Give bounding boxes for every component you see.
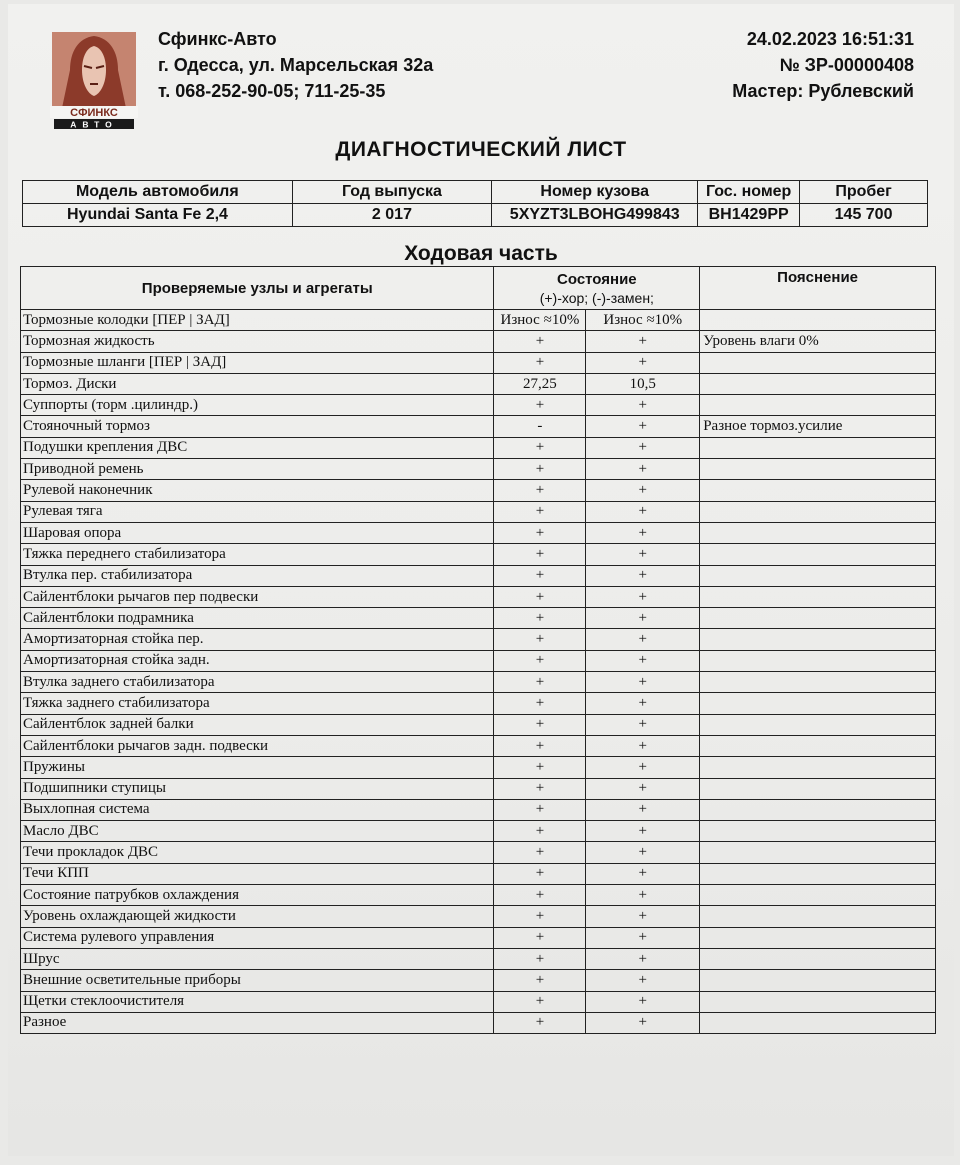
- check-item-name: Рулевая тяга: [21, 501, 494, 522]
- check-item-name: Тормоз. Диски: [21, 373, 494, 394]
- check-state-front: +: [494, 906, 586, 927]
- check-item-name: Разное: [21, 1012, 494, 1033]
- check-note: [700, 586, 936, 607]
- check-note: [700, 842, 936, 863]
- check-row: [21, 331, 936, 352]
- logo-text-main: СФИНКС: [70, 107, 118, 119]
- check-note: Уровень влаги 0%: [700, 331, 936, 352]
- check-row: [21, 991, 936, 1012]
- check-note: [700, 672, 936, 693]
- check-state-rear: +: [586, 437, 700, 458]
- check-state-rear: +: [586, 501, 700, 522]
- check-row: [21, 522, 936, 543]
- check-state-front: +: [494, 586, 586, 607]
- check-note: [700, 991, 936, 1012]
- check-note: [700, 650, 936, 671]
- check-state-rear: +: [586, 693, 700, 714]
- check-item-name: Течи КПП: [21, 863, 494, 884]
- check-state-rear: +: [586, 778, 700, 799]
- check-item-name: Тормозные колодки [ПЕР | ЗАД]: [21, 310, 494, 331]
- check-item-name: Система рулевого управления: [21, 927, 494, 948]
- check-note: [700, 778, 936, 799]
- check-row: [21, 693, 936, 714]
- check-state-rear: +: [586, 714, 700, 735]
- check-state-front: +: [494, 948, 586, 969]
- car-vin: 5XYZT3LBOHG499843: [492, 204, 698, 227]
- check-item-name: Тяжка заднего стабилизатора: [21, 693, 494, 714]
- check-note: [700, 885, 936, 906]
- check-note: [700, 501, 936, 522]
- document-sheet: [8, 4, 954, 1156]
- check-note: [700, 757, 936, 778]
- company-address: г. Одесса, ул. Марсельская 32а: [158, 55, 434, 75]
- car-model: Hyundai Santa Fe 2,4: [23, 204, 293, 227]
- check-state-front: +: [494, 480, 586, 501]
- check-row: [21, 799, 936, 820]
- check-state-rear: +: [586, 331, 700, 352]
- check-row: [21, 672, 936, 693]
- check-state-rear: +: [586, 906, 700, 927]
- header-state-label: Состояние: [557, 270, 637, 288]
- check-state-front: -: [494, 416, 586, 437]
- check-state-rear: +: [586, 970, 700, 991]
- check-note: [700, 544, 936, 565]
- check-item-name: Тяжка переднего стабилизатора: [21, 544, 494, 565]
- check-item-name: Сайлентблоки подрамника: [21, 608, 494, 629]
- check-state-rear: +: [586, 629, 700, 650]
- check-state-rear: +: [586, 544, 700, 565]
- check-state-rear: +: [586, 863, 700, 884]
- check-note: [700, 1012, 936, 1033]
- check-state-front: +: [494, 693, 586, 714]
- check-state-rear: +: [586, 821, 700, 842]
- check-item-name: Амортизаторная стойка задн.: [21, 650, 494, 671]
- check-state-front: +: [494, 395, 586, 416]
- check-state-front: +: [494, 1012, 586, 1033]
- check-state-front: +: [494, 459, 586, 480]
- check-state-front: +: [494, 991, 586, 1012]
- check-note: [700, 735, 936, 756]
- check-note: [700, 821, 936, 842]
- check-state-front: +: [494, 970, 586, 991]
- check-row: [21, 608, 936, 629]
- check-row: [21, 586, 936, 607]
- check-state-front: +: [494, 331, 586, 352]
- car-header-mileage: Пробег: [800, 181, 928, 204]
- header-state-legend: (+)-хор; (-)-замен;: [539, 289, 654, 306]
- check-note: [700, 480, 936, 501]
- check-note: [700, 310, 936, 331]
- check-state-rear: +: [586, 586, 700, 607]
- check-state-rear: +: [586, 672, 700, 693]
- check-state-front: +: [494, 650, 586, 671]
- check-state-front: +: [494, 778, 586, 799]
- company-name: Сфинкс-Авто: [158, 29, 277, 49]
- check-item-name: Сайлентблок задней балки: [21, 714, 494, 735]
- check-note: [700, 608, 936, 629]
- check-state-front: +: [494, 437, 586, 458]
- check-item-name: Течи прокладок ДВС: [21, 842, 494, 863]
- check-item-name: Приводной ремень: [21, 459, 494, 480]
- master-name: Мастер: Рублевский: [732, 81, 914, 101]
- car-info-table: [22, 180, 928, 227]
- check-state-front: +: [494, 927, 586, 948]
- check-state-rear: 10,5: [586, 373, 700, 394]
- car-year: 2 017: [292, 204, 492, 227]
- check-note: [700, 906, 936, 927]
- check-state-rear: +: [586, 885, 700, 906]
- check-row: [21, 757, 936, 778]
- check-note: [700, 714, 936, 735]
- check-state-front: 27,25: [494, 373, 586, 394]
- car-header-year: Год выпуска: [292, 181, 492, 204]
- check-state-rear: +: [586, 352, 700, 373]
- check-row: [21, 948, 936, 969]
- check-state-front: +: [494, 672, 586, 693]
- section-title: Ходовая часть: [404, 242, 558, 265]
- check-row: [21, 501, 936, 522]
- check-state-rear: +: [586, 395, 700, 416]
- check-item-name: Втулка пер. стабилизатора: [21, 565, 494, 586]
- car-header-row: [23, 181, 928, 204]
- checks-body: [21, 310, 936, 1034]
- check-state-front: +: [494, 863, 586, 884]
- check-note: [700, 565, 936, 586]
- check-row: [21, 1012, 936, 1033]
- check-state-rear: +: [586, 565, 700, 586]
- check-state-rear: +: [586, 842, 700, 863]
- car-plate: BH1429PP: [698, 204, 800, 227]
- check-item-name: Сайлентблоки рычагов пер подвески: [21, 586, 494, 607]
- header-note: Пояснение: [700, 267, 936, 310]
- check-note: [700, 927, 936, 948]
- check-row: [21, 544, 936, 565]
- check-row: [21, 416, 936, 437]
- check-item-name: Сайлентблоки рычагов задн. подвески: [21, 735, 494, 756]
- document-title: ДИАГНОСТИЧЕСКИЙ ЛИСТ: [335, 138, 627, 161]
- car-header-vin: Номер кузова: [492, 181, 698, 204]
- check-state-rear: +: [586, 991, 700, 1012]
- check-note: [700, 395, 936, 416]
- check-state-rear: Износ ≈10%: [586, 310, 700, 331]
- check-state-rear: +: [586, 757, 700, 778]
- check-note: [700, 373, 936, 394]
- check-item-name: Выхлопная система: [21, 799, 494, 820]
- check-row: [21, 778, 936, 799]
- check-state-front: +: [494, 522, 586, 543]
- car-header-model: Модель автомобиля: [23, 181, 293, 204]
- check-row: [21, 885, 936, 906]
- check-state-front: +: [494, 565, 586, 586]
- check-state-rear: +: [586, 416, 700, 437]
- check-note: [700, 863, 936, 884]
- check-row: [21, 352, 936, 373]
- check-item-name: Состояние патрубков охлаждения: [21, 885, 494, 906]
- check-item-name: Подушки крепления ДВС: [21, 437, 494, 458]
- check-state-rear: +: [586, 735, 700, 756]
- check-row: [21, 373, 936, 394]
- check-note: [700, 629, 936, 650]
- check-row: [21, 714, 936, 735]
- company-phones: т. 068-252-90-05; 711-25-35: [158, 81, 386, 101]
- check-item-name: Амортизаторная стойка пер.: [21, 629, 494, 650]
- car-header-plate: Гос. номер: [698, 181, 800, 204]
- check-state-rear: +: [586, 927, 700, 948]
- check-state-front: +: [494, 629, 586, 650]
- check-row: [21, 437, 936, 458]
- document-meta: [732, 26, 914, 104]
- header-state: [494, 267, 700, 310]
- check-row: [21, 863, 936, 884]
- check-row: [21, 735, 936, 756]
- check-state-front: +: [494, 501, 586, 522]
- check-item-name: Тормозная жидкость: [21, 331, 494, 352]
- check-state-front: +: [494, 842, 586, 863]
- check-state-rear: +: [586, 1012, 700, 1033]
- document-number: № ЗР-00000408: [779, 55, 914, 75]
- check-item-name: Внешние осветительные приборы: [21, 970, 494, 991]
- check-item-name: Пружины: [21, 757, 494, 778]
- check-row: [21, 459, 936, 480]
- check-state-front: +: [494, 714, 586, 735]
- checks-header-row: [21, 267, 936, 310]
- header-item: Проверяемые узлы и агрегаты: [21, 267, 494, 310]
- check-state-front: +: [494, 735, 586, 756]
- company-block: [158, 26, 433, 104]
- check-state-front: +: [494, 799, 586, 820]
- check-item-name: Подшипники ступицы: [21, 778, 494, 799]
- check-item-name: Рулевой наконечник: [21, 480, 494, 501]
- check-state-front: +: [494, 885, 586, 906]
- check-row: [21, 480, 936, 501]
- check-row: [21, 395, 936, 416]
- check-state-rear: +: [586, 799, 700, 820]
- check-item-name: Масло ДВС: [21, 821, 494, 842]
- check-state-rear: +: [586, 480, 700, 501]
- check-note: [700, 970, 936, 991]
- check-row: [21, 565, 936, 586]
- check-item-name: Втулка заднего стабилизатора: [21, 672, 494, 693]
- check-state-front: +: [494, 821, 586, 842]
- car-mileage: 145 700: [800, 204, 928, 227]
- check-state-rear: +: [586, 459, 700, 480]
- check-note: Разное тормоз.усилие: [700, 416, 936, 437]
- check-note: [700, 352, 936, 373]
- check-row: [21, 650, 936, 671]
- check-state-front: +: [494, 544, 586, 565]
- logo-text-sub: АВТО: [70, 119, 118, 130]
- check-state-rear: +: [586, 522, 700, 543]
- check-note: [700, 799, 936, 820]
- check-note: [700, 693, 936, 714]
- sphinx-logo-icon: [48, 30, 140, 132]
- check-item-name: Шрус: [21, 948, 494, 969]
- check-note: [700, 459, 936, 480]
- check-item-name: Уровень охлаждающей жидкости: [21, 906, 494, 927]
- check-note: [700, 437, 936, 458]
- check-item-name: Щетки стеклоочистителя: [21, 991, 494, 1012]
- check-row: [21, 927, 936, 948]
- check-state-rear: +: [586, 948, 700, 969]
- check-row: [21, 629, 936, 650]
- checks-table: [20, 266, 936, 1034]
- check-state-rear: +: [586, 608, 700, 629]
- check-state-front: +: [494, 352, 586, 373]
- check-item-name: Тормозные шланги [ПЕР | ЗАД]: [21, 352, 494, 373]
- check-row: [21, 842, 936, 863]
- check-item-name: Суппорты (торм .цилиндр.): [21, 395, 494, 416]
- car-value-row: [23, 204, 928, 227]
- check-item-name: Шаровая опора: [21, 522, 494, 543]
- check-row: [21, 970, 936, 991]
- check-state-rear: +: [586, 650, 700, 671]
- document-datetime: 24.02.2023 16:51:31: [746, 29, 914, 49]
- check-note: [700, 522, 936, 543]
- check-state-front: +: [494, 608, 586, 629]
- check-item-name: Стояночный тормоз: [21, 416, 494, 437]
- check-state-front: Износ ≈10%: [494, 310, 586, 331]
- check-state-front: +: [494, 757, 586, 778]
- check-row: [21, 821, 936, 842]
- check-row: [21, 906, 936, 927]
- check-row: [21, 310, 936, 331]
- check-note: [700, 948, 936, 969]
